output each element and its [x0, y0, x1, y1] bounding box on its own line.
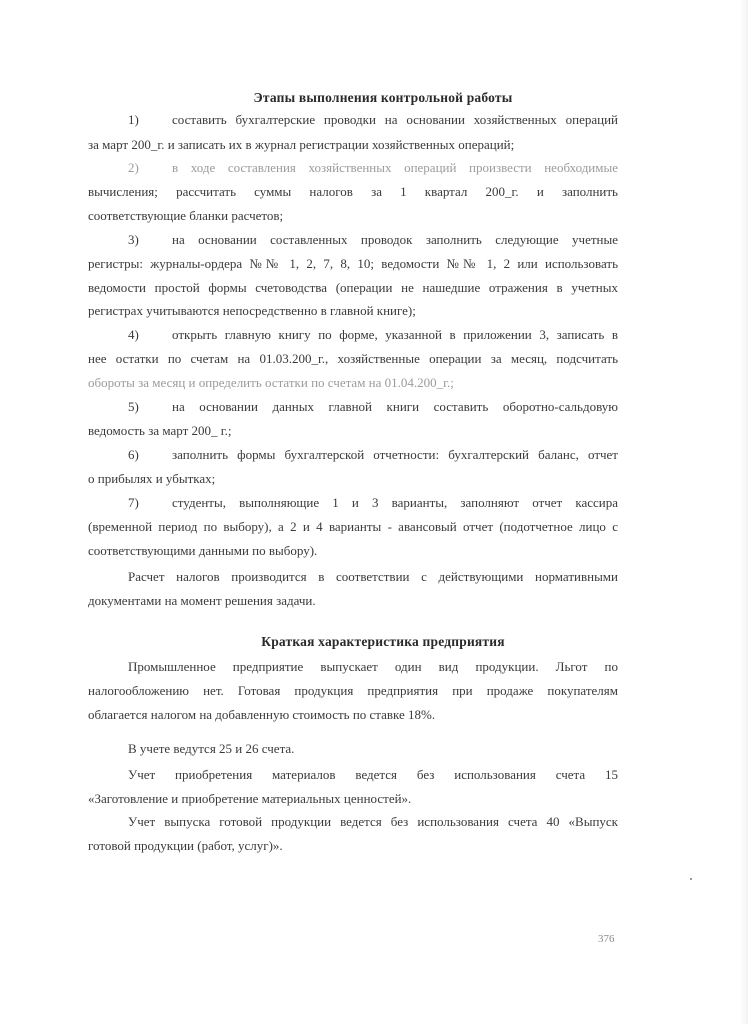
list-item-3-line-2: регистры: журналы-ордера №№ 1, 2, 7, 8, 10; ведомости №№ 1, 2 или использовать [88, 256, 618, 271]
enterprise-paragraph-3-line-1: Учет приобретения материалов ведется без использования счета 15 [128, 767, 618, 782]
list-item-6-line-1: 6) заполнить формы бухгалтерской отчетности: бухгалтерский баланс, отчет [128, 447, 618, 462]
list-item-5-line-2: ведомость за март 200_ г.; [88, 423, 232, 438]
tax-paragraph-line-1: Расчет налогов производится в соответствии с действующими нормативными [128, 569, 618, 584]
scan-edge-shadow [740, 0, 748, 1024]
list-item-6-line-2: о прибылях и убытках; [88, 471, 216, 486]
list-item-2-line-2: вычисления; рассчитать суммы налогов за 1 квартал 200_г. и заполнить [88, 184, 618, 199]
enterprise-paragraph-2: В учете ведутся 25 и 26 счета. [128, 741, 295, 756]
list-item-3-line-4: регистрах учитываются непосредственно в главной книге); [88, 303, 416, 318]
list-item-3-line-1: 3) на основании составленных проводок заполнить следующие учетные [128, 232, 618, 247]
enterprise-paragraph-1-line-3: облагается налогом на добавленную стоимость по ставке 18%. [88, 707, 436, 722]
list-item-4-line-3: обороты за месяц и определить остатки по счетам на 01.04.200_г.; [88, 375, 454, 390]
page-number: 376 [598, 933, 615, 945]
scan-speck [690, 878, 692, 880]
enterprise-paragraph-4-line-2: готовой продукции (работ, услуг)». [88, 838, 283, 853]
enterprise-paragraph-1-line-1: Промышленное предприятие выпускает один вид продукции. Льгот по [128, 659, 618, 674]
section-heading-enterprise: Краткая характеристика предприятия [261, 634, 505, 649]
section-heading-stages: Этапы выполнения контрольной работы [253, 90, 513, 105]
enterprise-paragraph-4-line-1: Учет выпуска готовой продукции ведется без использования счета 40 «Выпуск [128, 814, 618, 829]
list-item-7-line-3: соответствующими данными по выбору). [88, 543, 318, 558]
enterprise-paragraph-3-line-2: «Заготовление и приобретение материальных ценностей». [88, 791, 412, 806]
list-item-2-line-1: 2) в ходе составления хозяйственных операций произвести необходимые [128, 160, 618, 175]
list-item-4-line-2: нее остатки по счетам на 01.03.200_г., хозяйственные операции за месяц, подсчитать [88, 351, 618, 366]
list-item-7-line-2: (временной период по выбору), а 2 и 4 варианты - авансовый отчет (подотчетное лицо с [88, 519, 618, 534]
tax-paragraph-line-2: документами на момент решения задачи. [88, 593, 316, 608]
list-item-4-line-1: 4) открыть главную книгу по форме, указанной в приложении 3, записать в [128, 327, 618, 342]
list-item-1-line-1: 1) составить бухгалтерские проводки на основании хозяйственных операций [128, 112, 618, 127]
list-item-3-line-3: ведомости простой формы счетоводства (операции не нашедшие отражения в учетных [88, 280, 618, 295]
list-item-1-line-2: за март 200_г. и записать их в журнал регистрации хозяйственных операций; [88, 137, 515, 152]
list-item-5-line-1: 5) на основании данных главной книги составить оборотно-сальдовую [128, 399, 618, 414]
list-item-7-line-1: 7) студенты, выполняющие 1 и 3 варианты, заполняют отчет кассира [128, 495, 618, 510]
list-item-2-line-3: соответствующие бланки расчетов; [88, 208, 284, 223]
enterprise-paragraph-1-line-2: налогообложению нет. Готовая продукция предприятия при продаже покупателям [88, 683, 618, 698]
